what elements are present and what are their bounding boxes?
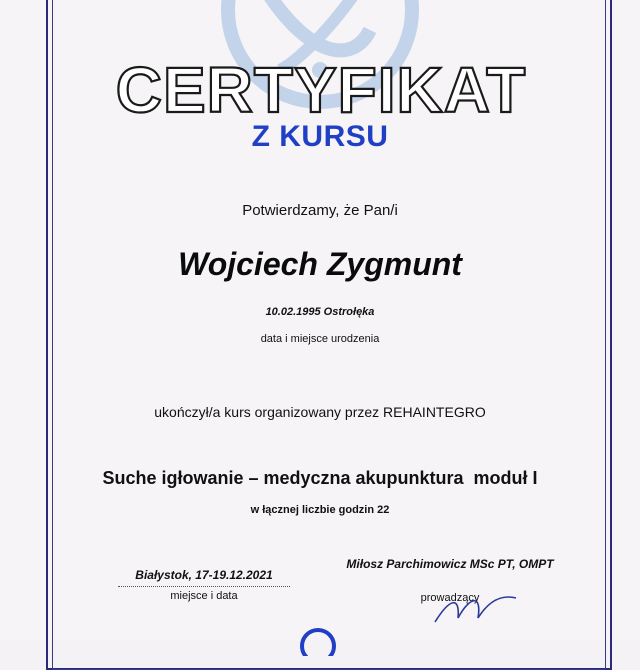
birth-label: data i miejsce urodzenia [260, 333, 380, 345]
title-text: CERTYFIKAT [115, 58, 527, 120]
organizer-text: ukończył/a kurs organizowany przez REHAINTEGRO [154, 404, 486, 420]
certificate-title [96, 58, 546, 120]
recipient-name: Wojciech Zygmunt [178, 246, 462, 282]
course-name: Suche igłowanie – medyczna akupunktura moduł I [102, 468, 538, 488]
place-date-label: miejsce i data [170, 590, 238, 602]
signature [430, 588, 520, 628]
confirmation-text: Potwierdzamy, że Pan/i [242, 202, 398, 219]
place-date-line [118, 586, 290, 587]
bottom-logo-icon [298, 626, 338, 656]
certificate-subtitle: Z KURSU [251, 120, 389, 153]
hours-text: w łącznej liczbie godzin 22 [250, 504, 390, 516]
birth-info: 10.02.1995 Ostrołęka [265, 306, 375, 318]
instructor-label: prowadzący [420, 592, 480, 604]
instructor-name: Miłosz Parchimowicz MSc PT, OMPT [346, 557, 554, 571]
place-date: Białystok, 17-19.12.2021 [135, 568, 273, 582]
